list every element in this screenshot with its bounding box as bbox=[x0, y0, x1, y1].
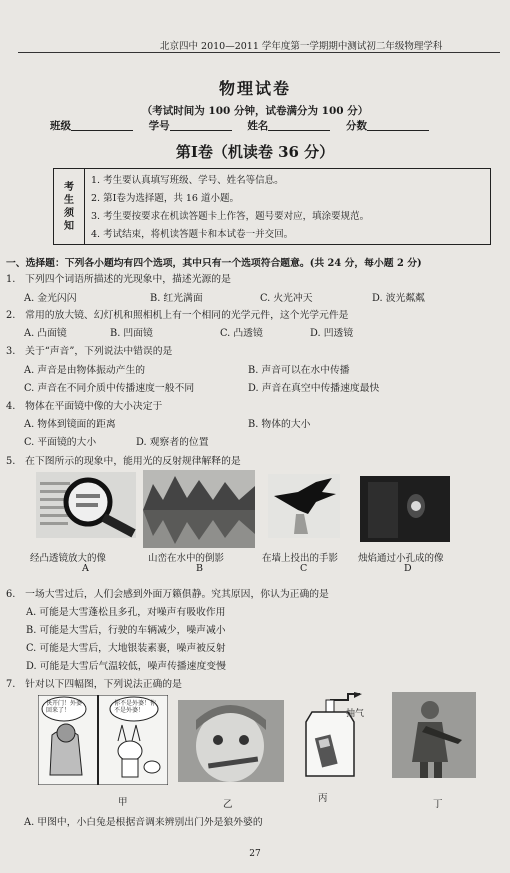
q4-option-c: C. 平面镜的大小 bbox=[24, 437, 97, 448]
mountain-reflection-photo bbox=[143, 470, 255, 548]
q3-option-b: B. 声音可以在水中传播 bbox=[248, 365, 350, 376]
hand-shadow-photo bbox=[268, 474, 340, 538]
q6-option-c: C. 可能是大雪后，大地银装素裹，噪声被反射 bbox=[26, 643, 226, 654]
exam-subtitle: （考试时间为 100 分钟，试卷满分为 100 分） bbox=[141, 105, 369, 117]
q5-letter-a: A bbox=[82, 563, 89, 574]
student-info-fields bbox=[50, 118, 441, 133]
q1-option-d: D. 波光粼粼 bbox=[372, 293, 425, 304]
notice-label-char: 知 bbox=[64, 220, 74, 232]
score-blank[interactable] bbox=[367, 118, 429, 131]
q1-stem: 1. 下列四个词语所描述的光现象中，描述光源的是 bbox=[6, 274, 231, 285]
notice-items bbox=[85, 169, 375, 244]
q1-option-a: A. 金光闪闪 bbox=[24, 293, 77, 304]
magnifier-photo bbox=[36, 472, 136, 538]
q5-caption-b: 山峦在水中的倒影 bbox=[148, 553, 225, 564]
musician-photo bbox=[392, 692, 476, 778]
speech-bubble-wolf: 快开门！外婆回来了！ bbox=[46, 700, 83, 714]
q7-stem: 7. 针对以下四幅图，下列说法正确的是 bbox=[6, 679, 182, 690]
candidate-notice-box bbox=[53, 168, 491, 245]
section-title: 第Ⅰ卷（机读卷 36 分） bbox=[175, 143, 335, 161]
part1-instructions: 一、选择题：下列各小题均有四个选项，其中只有一个选项符合题意。(共 24 分，每小题 2 分) bbox=[6, 258, 422, 269]
notice-label bbox=[54, 169, 85, 244]
q5-letter-b: B bbox=[196, 563, 203, 574]
q7-label-ding: 丁 bbox=[433, 799, 443, 810]
q5-caption-d: 烛焰通过小孔成的像 bbox=[358, 553, 444, 564]
q2-stem: 2. 常用的放大镜、幻灯机和照相机上有一个相同的光学元件，这个光学元件是 bbox=[6, 310, 349, 321]
notice-label-char: 考 bbox=[64, 181, 74, 193]
notice-item: 3. 考生要按要求在机读答题卡上作答，题号要对应，填涂要规范。 bbox=[91, 211, 370, 222]
q2-option-b: B. 凹面镜 bbox=[110, 328, 153, 339]
notice-item: 2. 第Ⅰ卷为选择题，共 16 道小题。 bbox=[91, 193, 239, 204]
notice-label-char: 须 bbox=[64, 207, 74, 219]
q5-caption-c: 在墙上投出的手影 bbox=[262, 553, 339, 564]
q3-stem: 3. 关于“声音”，下列说法中错误的是 bbox=[6, 346, 173, 357]
q2-option-c: C. 凸透镜 bbox=[220, 328, 263, 339]
q1-option-b: B. 红光满面 bbox=[150, 293, 203, 304]
q4-option-b: B. 物体的大小 bbox=[248, 419, 311, 430]
notice-label-char: 生 bbox=[64, 194, 74, 206]
child-toothbrush-photo bbox=[178, 700, 284, 782]
bell-jar-phone bbox=[300, 692, 380, 780]
number-blank[interactable] bbox=[170, 118, 232, 131]
pinhole-photo bbox=[360, 476, 450, 542]
page-number: 27 bbox=[249, 849, 261, 859]
q7-option-a: A. 甲图中，小白兔是根据音调来辨别出门外是狼外婆的 bbox=[24, 817, 263, 828]
field-label-name: 姓名 bbox=[247, 120, 269, 132]
q7-label-jia: 甲 bbox=[118, 797, 128, 808]
field-label-class: 班级 bbox=[50, 120, 71, 132]
q3-option-d: D. 声音在真空中传播速度最快 bbox=[248, 383, 380, 394]
q6-option-d: D. 可能是大雪后气温较低，噪声传播速度变慢 bbox=[26, 661, 226, 672]
q2-option-d: D. 凹透镜 bbox=[310, 328, 354, 339]
class-blank[interactable] bbox=[71, 118, 133, 131]
notice-item: 1. 考生要认真填写班级、学号、姓名等信息。 bbox=[91, 175, 284, 186]
header-rule bbox=[18, 52, 500, 53]
q4-option-a: A. 物体到镜面的距离 bbox=[24, 419, 116, 430]
q7-label-yi: 乙 bbox=[223, 799, 233, 810]
field-label-number: 学号 bbox=[148, 120, 170, 132]
q3-option-a: A. 声音是由物体振动产生的 bbox=[24, 365, 146, 376]
q4-option-d: D. 观察者的位置 bbox=[136, 437, 209, 448]
exam-title: 物理试卷 bbox=[218, 79, 291, 98]
q5-letter-c: C bbox=[300, 563, 308, 574]
notice-item: 4. 考试结束，将机读答题卡和本试卷一并交回。 bbox=[91, 229, 294, 240]
q1-option-c: C. 火光冲天 bbox=[260, 293, 313, 304]
speech-bubble-rabbit: 你不是外婆！你不是外婆！ bbox=[114, 700, 157, 714]
q6-option-b: B. 可能是大雪后，行驶的车辆减少，噪声减小 bbox=[26, 625, 226, 636]
page-header: 北京四中 2010—2011 学年度第一学期期中测试初二年级物理学科 bbox=[160, 41, 443, 52]
q4-stem: 4. 物体在平面镜中像的大小决定于 bbox=[6, 401, 163, 412]
name-blank[interactable] bbox=[268, 118, 330, 131]
q3-option-c: C. 声音在不同介质中传播速度一般不同 bbox=[24, 383, 195, 394]
cartoon-rabbit-wolf bbox=[38, 695, 168, 785]
q6-stem: 6. 一场大雪过后，人们会感到外面万籁俱静。究其原因，你认为正确的是 bbox=[6, 589, 329, 600]
q7-label-bing: 丙 bbox=[318, 793, 328, 804]
pump-label: 抽气 bbox=[346, 709, 365, 719]
q2-option-a: A. 凸面镜 bbox=[24, 328, 67, 339]
q5-letter-d: D bbox=[404, 563, 412, 574]
field-label-score: 分数 bbox=[345, 120, 367, 132]
q6-option-a: A. 可能是大雪蓬松且多孔，对噪声有吸收作用 bbox=[26, 607, 226, 618]
q5-caption-a: 经凸透镜放大的像 bbox=[30, 553, 107, 564]
q5-stem: 5. 在下图所示的现象中，能用光的反射规律解释的是 bbox=[6, 456, 241, 467]
